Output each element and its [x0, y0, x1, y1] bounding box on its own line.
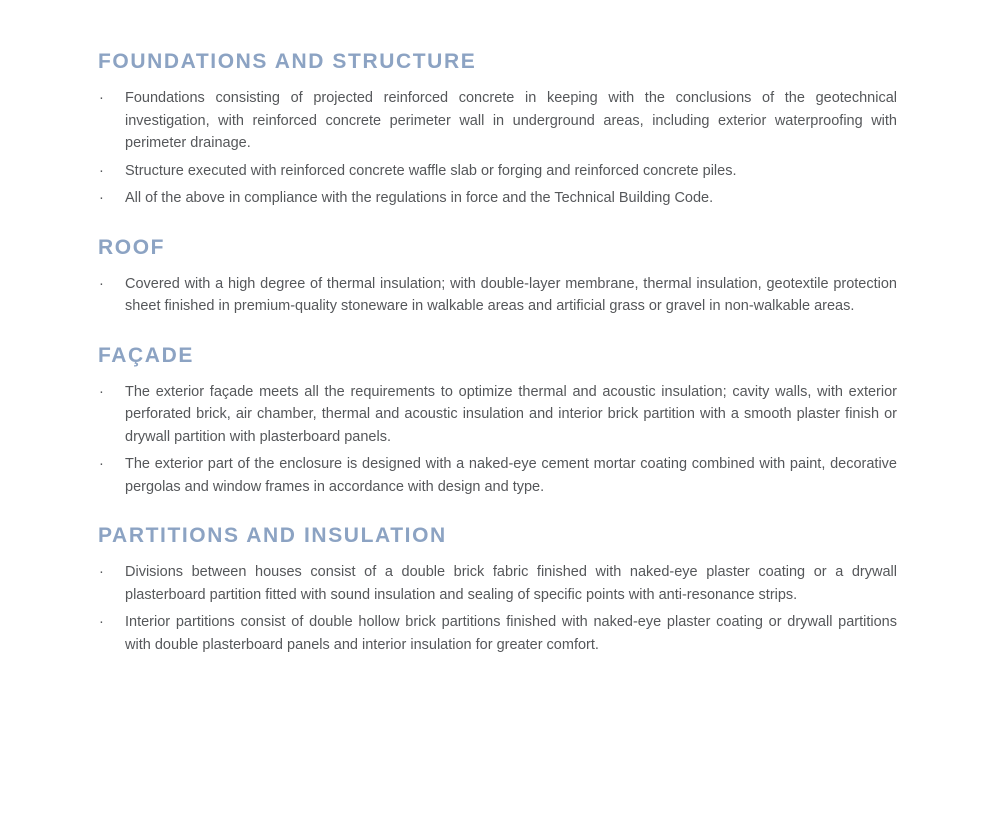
bullet-list — [98, 381, 897, 499]
bullet-text: Covered with a high degree of thermal insulation; with double-layer membrane, thermal insulation, geotextile protection sheet finished in premium-quality stoneware in walkable areas and artificial grass or gravel in non-walkable areas. — [125, 275, 897, 315]
list-item — [98, 87, 897, 155]
bullet-dot-icon: · — [99, 564, 104, 581]
bullet-dot-icon: · — [99, 383, 104, 400]
section-title: FOUNDATIONS AND STRUCTURE — [98, 50, 477, 73]
list-item — [98, 561, 897, 606]
document-body — [98, 50, 897, 656]
bullet-dot-icon: · — [99, 614, 104, 631]
bullet-text: All of the above in compliance with the regulations in force and the Technical Building Code. — [125, 190, 714, 207]
spec-section — [98, 236, 897, 318]
bullet-text: Divisions between houses consist of a double brick fabric finished with naked-eye plaster coating or a drywall plasterboard partition fitted with sound insulation and sealing of specific points with anti-resonance strips. — [125, 564, 897, 603]
list-item — [98, 453, 897, 498]
bullet-text: The exterior part of the enclosure is designed with a naked-eye cement mortar coating combined with paint, decorative pergolas and window frames in accordance with design and type. — [125, 456, 897, 495]
list-item — [98, 187, 897, 210]
bullet-text: Structure executed with reinforced concrete waffle slab or forging and reinforced concrete piles. — [125, 162, 737, 179]
section-title: PARTITIONS AND INSULATION — [98, 524, 447, 548]
list-item — [98, 381, 897, 449]
section-title: ROOF — [98, 235, 166, 259]
bullet-dot-icon: · — [99, 90, 104, 107]
bullet-list — [98, 561, 897, 656]
spec-section — [98, 50, 897, 210]
list-item — [98, 273, 897, 318]
bullet-list — [98, 87, 897, 210]
bullet-dot-icon: · — [99, 456, 104, 473]
list-item — [98, 611, 897, 656]
bullet-list — [98, 273, 897, 318]
spec-section — [98, 524, 897, 656]
list-item — [98, 160, 897, 183]
bullet-dot-icon: · — [99, 162, 104, 179]
bullet-dot-icon: · — [99, 275, 104, 292]
section-title: FAÇADE — [98, 343, 194, 367]
bullet-dot-icon: · — [99, 190, 104, 207]
bullet-text: Foundations consisting of projected reinforced concrete in keeping with the conclusions of the geotechnical investigation, with reinforced concrete perimeter wall in underground areas, including exterior waterproofing with perimeter drainage. — [125, 90, 897, 152]
bullet-text: The exterior façade meets all the requirements to optimize thermal and acoustic insulation; cavity walls, with exterior perforated brick, air chamber, thermal and acoustic insulation and interior brick partition with a smooth plaster finish or drywall partition with plasterboard panels. — [125, 383, 897, 445]
bullet-text: Interior partitions consist of double hollow brick partitions finished with naked-eye plaster coating or drywall partitions with double plasterboard panels and interior insulation for greater comfort. — [125, 614, 897, 653]
spec-section — [98, 344, 897, 499]
